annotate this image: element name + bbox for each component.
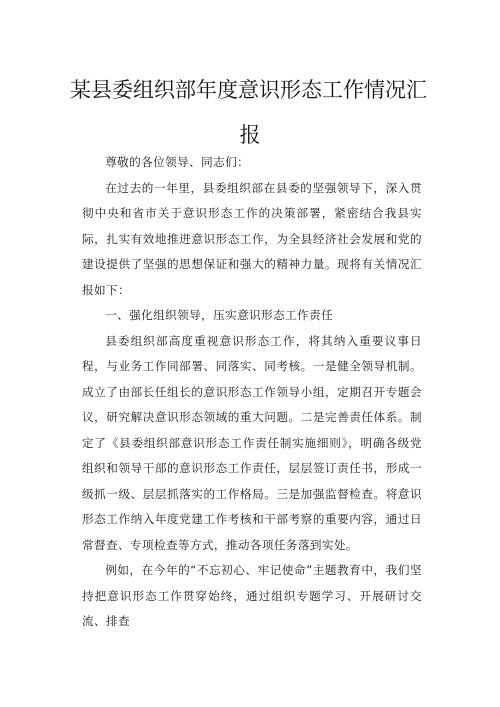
document-title-line-2: 报 xyxy=(239,123,261,147)
document-body xyxy=(82,150,422,635)
paragraph-intro: 在过去的一年里，县委组织部在县委的坚强领导下，深入贯彻中央和省市关于意识形态工作的决策部署，紧密结合我县实际，扎实有效地推进意识形态工作，为全县经济社会发展和党的建设提供了坚强的思想保证和强大的精神力量。现将有关情况汇报如下： xyxy=(82,180,422,297)
section-heading-1: 一、强化组织领导，压实意识形态工作责任 xyxy=(105,308,334,322)
document-title-line-1: 某县委组织部年度意识形态工作情况汇 xyxy=(70,78,427,102)
paragraph-example: 例如，在今年的“不忘初心、牢记使命”主题教育中，我们坚持把意识形态工作贯穿始终，通过组织专题学习、开展研讨交流、排查 xyxy=(82,563,422,628)
salutation: 尊敬的各位领导、同志们： xyxy=(105,155,250,169)
paragraph-section-1: 县委组织部高度重视意识形态工作，将其纳入重要议事日程，与业务工作同部署、同落实、同考核。一是健全领导机制。成立了由部长任组长的意识形态工作领导小组，定期召开专题会议，研究解决意识形态领域的重大问题。二是完善责任体系。制定了《县委组织部意识形态工作责任制实施细则》，明确各级党组织和领导干部的意识形态工作责任，层层签订责任书，形成一级抓一级、层层抓落实的工作格局。三是加强监督检查。将意识形态工作纳入年度党建工作考核和干部考察的重要内容，通过日常督查、专项检查等方式，推动各项任务落到实处。 xyxy=(82,333,422,552)
